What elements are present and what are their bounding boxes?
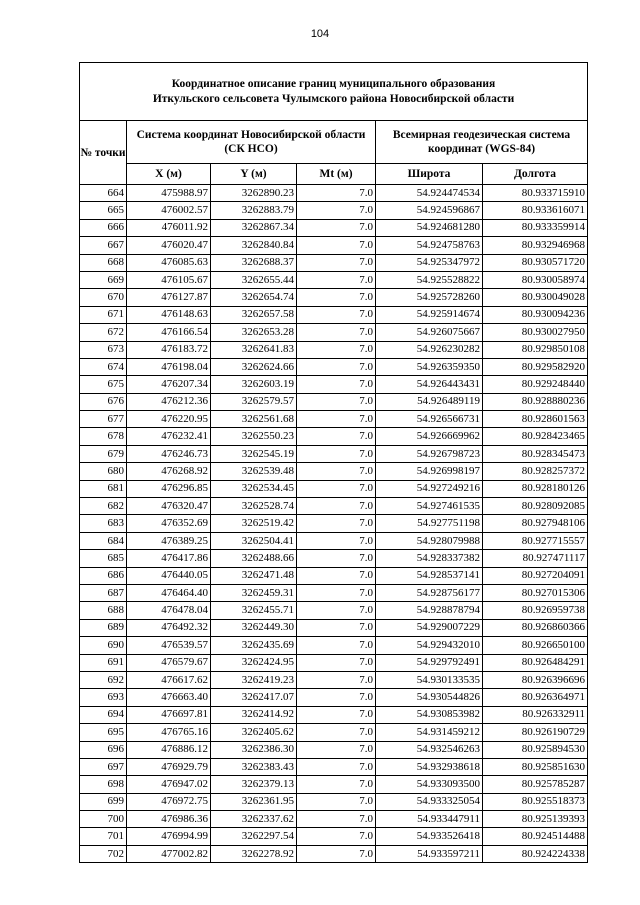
cell-latitude: 54.929007229	[376, 619, 483, 636]
table-row	[80, 237, 588, 254]
page-number: 104	[310, 28, 330, 40]
cell-longitude: 80.929248440	[483, 376, 588, 393]
cell-y: 3262471.48	[211, 567, 297, 584]
table-row	[80, 341, 588, 358]
cell-y: 3262361.95	[211, 793, 297, 810]
header-point-no: № точки	[80, 121, 127, 185]
cell-x: 477002.82	[127, 845, 211, 862]
cell-latitude: 54.929792491	[376, 654, 483, 671]
cell-point-no: 679	[80, 445, 127, 462]
cell-mt: 7.0	[297, 463, 376, 480]
cell-latitude: 54.927461535	[376, 498, 483, 515]
cell-latitude: 54.927751198	[376, 515, 483, 532]
cell-mt: 7.0	[297, 411, 376, 428]
cell-point-no: 676	[80, 393, 127, 410]
header-mt: Mt (м)	[297, 164, 376, 185]
cell-longitude: 80.929582920	[483, 358, 588, 375]
cell-x: 476085.63	[127, 254, 211, 271]
cell-mt: 7.0	[297, 202, 376, 219]
cell-longitude: 80.930027950	[483, 324, 588, 341]
cell-latitude: 54.925528822	[376, 271, 483, 288]
cell-point-no: 664	[80, 185, 127, 202]
header-y: Y (м)	[211, 164, 297, 185]
cell-point-no: 680	[80, 463, 127, 480]
cell-mt: 7.0	[297, 793, 376, 810]
table-row	[80, 463, 588, 480]
table-row	[80, 393, 588, 410]
cell-point-no: 671	[80, 306, 127, 323]
cell-x: 476207.34	[127, 376, 211, 393]
cell-y: 3262579.57	[211, 393, 297, 410]
cell-point-no: 692	[80, 671, 127, 688]
cell-mt: 7.0	[297, 811, 376, 828]
cell-y: 3262539.48	[211, 463, 297, 480]
cell-latitude: 54.930853982	[376, 706, 483, 723]
cell-x: 476127.87	[127, 289, 211, 306]
cell-x: 476166.54	[127, 324, 211, 341]
table-row	[80, 185, 588, 202]
cell-point-no: 702	[80, 845, 127, 862]
header-longitude: Долгота	[483, 164, 588, 185]
cell-x: 476539.57	[127, 637, 211, 654]
cell-mt: 7.0	[297, 637, 376, 654]
cell-mt: 7.0	[297, 306, 376, 323]
cell-latitude: 54.927249216	[376, 480, 483, 497]
cell-point-no: 668	[80, 254, 127, 271]
cell-longitude: 80.926484291	[483, 654, 588, 671]
cell-mt: 7.0	[297, 428, 376, 445]
cell-x: 476986.36	[127, 811, 211, 828]
table-row	[80, 515, 588, 532]
cell-x: 476478.04	[127, 602, 211, 619]
cell-latitude: 54.928756177	[376, 584, 483, 601]
cell-longitude: 80.926860366	[483, 619, 588, 636]
cell-point-no: 672	[80, 324, 127, 341]
cell-point-no: 670	[80, 289, 127, 306]
cell-x: 476198.04	[127, 358, 211, 375]
cell-mt: 7.0	[297, 393, 376, 410]
table-row	[80, 811, 588, 828]
cell-y: 3262657.58	[211, 306, 297, 323]
cell-point-no: 681	[80, 480, 127, 497]
cell-x: 476972.75	[127, 793, 211, 810]
cell-point-no: 665	[80, 202, 127, 219]
cell-y: 3262449.30	[211, 619, 297, 636]
cell-x: 476389.25	[127, 532, 211, 549]
cell-x: 476417.86	[127, 550, 211, 567]
cell-mt: 7.0	[297, 237, 376, 254]
cell-latitude: 54.924681280	[376, 219, 483, 236]
coordinates-table	[79, 62, 588, 863]
table-row	[80, 358, 588, 375]
table-row	[80, 376, 588, 393]
cell-point-no: 669	[80, 271, 127, 288]
cell-x: 476765.16	[127, 724, 211, 741]
table-row	[80, 219, 588, 236]
table-row	[80, 619, 588, 636]
cell-y: 3262504.41	[211, 532, 297, 549]
cell-latitude: 54.930544826	[376, 689, 483, 706]
cell-point-no: 666	[80, 219, 127, 236]
table-row	[80, 532, 588, 549]
cell-point-no: 675	[80, 376, 127, 393]
cell-x: 476148.63	[127, 306, 211, 323]
cell-longitude: 80.928880236	[483, 393, 588, 410]
cell-mt: 7.0	[297, 358, 376, 375]
cell-latitude: 54.928079988	[376, 532, 483, 549]
cell-y: 3262867.34	[211, 219, 297, 236]
table-row	[80, 584, 588, 601]
cell-point-no: 695	[80, 724, 127, 741]
cell-mt: 7.0	[297, 584, 376, 601]
cell-longitude: 80.924224338	[483, 845, 588, 862]
cell-y: 3262488.66	[211, 550, 297, 567]
cell-latitude: 54.928337382	[376, 550, 483, 567]
cell-longitude: 80.926959738	[483, 602, 588, 619]
cell-y: 3262550.23	[211, 428, 297, 445]
cell-mt: 7.0	[297, 602, 376, 619]
cell-y: 3262545.19	[211, 445, 297, 462]
title-line-1: Координатное описание границ муниципального образования	[171, 77, 496, 90]
cell-point-no: 697	[80, 758, 127, 775]
cell-mt: 7.0	[297, 758, 376, 775]
cell-x: 476464.40	[127, 584, 211, 601]
cell-mt: 7.0	[297, 271, 376, 288]
cell-point-no: 690	[80, 637, 127, 654]
cell-longitude: 80.929850108	[483, 341, 588, 358]
cell-point-no: 683	[80, 515, 127, 532]
cell-y: 3262455.71	[211, 602, 297, 619]
cell-latitude: 54.925914674	[376, 306, 483, 323]
cell-point-no: 667	[80, 237, 127, 254]
cell-mt: 7.0	[297, 689, 376, 706]
table-title	[80, 63, 588, 121]
cell-mt: 7.0	[297, 532, 376, 549]
cell-longitude: 80.925785287	[483, 776, 588, 793]
cell-y: 3262655.44	[211, 271, 297, 288]
table-row	[80, 637, 588, 654]
cell-point-no: 682	[80, 498, 127, 515]
cell-longitude: 80.928180126	[483, 480, 588, 497]
cell-point-no: 689	[80, 619, 127, 636]
cell-latitude: 54.933093500	[376, 776, 483, 793]
cell-x: 476994.99	[127, 828, 211, 845]
cell-latitude: 54.933325054	[376, 793, 483, 810]
cell-mt: 7.0	[297, 445, 376, 462]
cell-mt: 7.0	[297, 706, 376, 723]
table-body	[80, 185, 588, 863]
cell-x: 476352.69	[127, 515, 211, 532]
cell-point-no: 696	[80, 741, 127, 758]
table-row	[80, 324, 588, 341]
table-row	[80, 202, 588, 219]
cell-longitude: 80.925894530	[483, 741, 588, 758]
cell-y: 3262379.13	[211, 776, 297, 793]
cell-longitude: 80.927204091	[483, 567, 588, 584]
header-latitude: Широта	[376, 164, 483, 185]
cell-y: 3262890.23	[211, 185, 297, 202]
cell-longitude: 80.924514488	[483, 828, 588, 845]
cell-latitude: 54.926075667	[376, 324, 483, 341]
table-row	[80, 741, 588, 758]
cell-mt: 7.0	[297, 185, 376, 202]
cell-latitude: 54.928878794	[376, 602, 483, 619]
cell-point-no: 673	[80, 341, 127, 358]
cell-y: 3262414.92	[211, 706, 297, 723]
table-row	[80, 498, 588, 515]
cell-longitude: 80.928423465	[483, 428, 588, 445]
cell-latitude: 54.926566731	[376, 411, 483, 428]
cell-x: 476886.12	[127, 741, 211, 758]
cell-x: 476440.05	[127, 567, 211, 584]
header-x: X (м)	[127, 164, 211, 185]
cell-y: 3262519.42	[211, 515, 297, 532]
cell-mt: 7.0	[297, 498, 376, 515]
table-row	[80, 724, 588, 741]
cell-y: 3262405.62	[211, 724, 297, 741]
cell-x: 476697.81	[127, 706, 211, 723]
table-row	[80, 793, 588, 810]
cell-y: 3262603.19	[211, 376, 297, 393]
table-row	[80, 480, 588, 497]
cell-mt: 7.0	[297, 654, 376, 671]
cell-x: 475988.97	[127, 185, 211, 202]
cell-mt: 7.0	[297, 376, 376, 393]
table-row	[80, 758, 588, 775]
cell-y: 3262688.37	[211, 254, 297, 271]
cell-y: 3262424.95	[211, 654, 297, 671]
cell-point-no: 694	[80, 706, 127, 723]
cell-latitude: 54.933597211	[376, 845, 483, 862]
cell-point-no: 685	[80, 550, 127, 567]
cell-y: 3262528.74	[211, 498, 297, 515]
cell-mt: 7.0	[297, 324, 376, 341]
cell-mt: 7.0	[297, 219, 376, 236]
cell-mt: 7.0	[297, 724, 376, 741]
cell-latitude: 54.924474534	[376, 185, 483, 202]
cell-latitude: 54.933447911	[376, 811, 483, 828]
cell-mt: 7.0	[297, 828, 376, 845]
cell-longitude: 80.930049028	[483, 289, 588, 306]
cell-x: 476232.41	[127, 428, 211, 445]
cell-longitude: 80.925139393	[483, 811, 588, 828]
cell-point-no: 693	[80, 689, 127, 706]
cell-mt: 7.0	[297, 567, 376, 584]
table-row	[80, 289, 588, 306]
cell-latitude: 54.926230282	[376, 341, 483, 358]
cell-point-no: 687	[80, 584, 127, 601]
cell-point-no: 698	[80, 776, 127, 793]
cell-y: 3262624.66	[211, 358, 297, 375]
cell-mt: 7.0	[297, 619, 376, 636]
cell-longitude: 80.930571720	[483, 254, 588, 271]
cell-point-no: 674	[80, 358, 127, 375]
cell-y: 3262337.62	[211, 811, 297, 828]
cell-longitude: 80.926364971	[483, 689, 588, 706]
cell-x: 476617.62	[127, 671, 211, 688]
cell-y: 3262417.07	[211, 689, 297, 706]
cell-point-no: 678	[80, 428, 127, 445]
title-line-2: Иткульского сельсовета Чулымского района Новосибирской области	[152, 92, 515, 105]
table-row	[80, 428, 588, 445]
cell-x: 476220.95	[127, 411, 211, 428]
cell-longitude: 80.927715557	[483, 532, 588, 549]
cell-latitude: 54.926359350	[376, 358, 483, 375]
cell-y: 3262641.83	[211, 341, 297, 358]
cell-latitude: 54.926443431	[376, 376, 483, 393]
cell-mt: 7.0	[297, 289, 376, 306]
cell-y: 3262297.54	[211, 828, 297, 845]
cell-y: 3262654.74	[211, 289, 297, 306]
cell-longitude: 80.926190729	[483, 724, 588, 741]
cell-longitude: 80.932946968	[483, 237, 588, 254]
cell-latitude: 54.929432010	[376, 637, 483, 654]
cell-y: 3262386.30	[211, 741, 297, 758]
cell-latitude: 54.933526418	[376, 828, 483, 845]
cell-latitude: 54.924758763	[376, 237, 483, 254]
cell-y: 3262435.69	[211, 637, 297, 654]
cell-latitude: 54.925347972	[376, 254, 483, 271]
cell-longitude: 80.933715910	[483, 185, 588, 202]
cell-x: 476268.92	[127, 463, 211, 480]
cell-longitude: 80.930094236	[483, 306, 588, 323]
cell-longitude: 80.926396696	[483, 671, 588, 688]
cell-mt: 7.0	[297, 671, 376, 688]
cell-y: 3262459.31	[211, 584, 297, 601]
cell-x: 476020.47	[127, 237, 211, 254]
cell-mt: 7.0	[297, 480, 376, 497]
cell-mt: 7.0	[297, 515, 376, 532]
cell-point-no: 700	[80, 811, 127, 828]
cell-latitude: 54.924596867	[376, 202, 483, 219]
cell-longitude: 80.926332911	[483, 706, 588, 723]
cell-x: 476296.85	[127, 480, 211, 497]
cell-longitude: 80.925851630	[483, 758, 588, 775]
cell-x: 476212.36	[127, 393, 211, 410]
cell-y: 3262278.92	[211, 845, 297, 862]
cell-x: 476246.73	[127, 445, 211, 462]
cell-longitude: 80.927471117	[483, 550, 588, 567]
table-row	[80, 776, 588, 793]
cell-x: 476011.92	[127, 219, 211, 236]
cell-point-no: 701	[80, 828, 127, 845]
cell-mt: 7.0	[297, 550, 376, 567]
cell-x: 476947.02	[127, 776, 211, 793]
cell-point-no: 677	[80, 411, 127, 428]
cell-mt: 7.0	[297, 845, 376, 862]
header-system-local: Система координат Новосибирской области (СК НСО)	[127, 121, 376, 164]
cell-latitude: 54.926998197	[376, 463, 483, 480]
cell-y: 3262883.79	[211, 202, 297, 219]
cell-latitude: 54.932546263	[376, 741, 483, 758]
cell-longitude: 80.928345473	[483, 445, 588, 462]
cell-latitude: 54.926489119	[376, 393, 483, 410]
cell-y: 3262383.43	[211, 758, 297, 775]
table-row	[80, 689, 588, 706]
cell-latitude: 54.926669962	[376, 428, 483, 445]
cell-longitude: 80.928257372	[483, 463, 588, 480]
cell-y: 3262561.68	[211, 411, 297, 428]
table-row	[80, 567, 588, 584]
cell-x: 476183.72	[127, 341, 211, 358]
cell-mt: 7.0	[297, 341, 376, 358]
table-row	[80, 671, 588, 688]
table-row	[80, 654, 588, 671]
table-row	[80, 445, 588, 462]
cell-mt: 7.0	[297, 741, 376, 758]
cell-longitude: 80.928601563	[483, 411, 588, 428]
cell-point-no: 691	[80, 654, 127, 671]
cell-x: 476579.67	[127, 654, 211, 671]
cell-longitude: 80.933359914	[483, 219, 588, 236]
cell-x: 476105.67	[127, 271, 211, 288]
cell-x: 476929.79	[127, 758, 211, 775]
table-row	[80, 845, 588, 862]
cell-longitude: 80.928092085	[483, 498, 588, 515]
cell-point-no: 688	[80, 602, 127, 619]
cell-y: 3262534.45	[211, 480, 297, 497]
cell-x: 476002.57	[127, 202, 211, 219]
cell-longitude: 80.930058974	[483, 271, 588, 288]
cell-longitude: 80.927015306	[483, 584, 588, 601]
cell-longitude: 80.926650100	[483, 637, 588, 654]
cell-latitude: 54.930133535	[376, 671, 483, 688]
table-row	[80, 411, 588, 428]
cell-latitude: 54.931459212	[376, 724, 483, 741]
cell-longitude: 80.927948106	[483, 515, 588, 532]
table-row	[80, 550, 588, 567]
cell-latitude: 54.926798723	[376, 445, 483, 462]
cell-point-no: 684	[80, 532, 127, 549]
cell-longitude: 80.925518373	[483, 793, 588, 810]
table-row	[80, 602, 588, 619]
cell-y: 3262653.28	[211, 324, 297, 341]
table-row	[80, 828, 588, 845]
cell-point-no: 686	[80, 567, 127, 584]
table-row	[80, 254, 588, 271]
cell-x: 476320.47	[127, 498, 211, 515]
table-row	[80, 306, 588, 323]
cell-latitude: 54.932938618	[376, 758, 483, 775]
cell-x: 476663.40	[127, 689, 211, 706]
cell-x: 476492.32	[127, 619, 211, 636]
cell-latitude: 54.928537141	[376, 567, 483, 584]
cell-latitude: 54.925728260	[376, 289, 483, 306]
header-system-wgs: Всемирная геодезическая система координат (WGS-84)	[376, 121, 588, 164]
cell-point-no: 699	[80, 793, 127, 810]
cell-mt: 7.0	[297, 254, 376, 271]
cell-mt: 7.0	[297, 776, 376, 793]
cell-y: 3262840.84	[211, 237, 297, 254]
cell-longitude: 80.933616071	[483, 202, 588, 219]
cell-y: 3262419.23	[211, 671, 297, 688]
table-row	[80, 706, 588, 723]
table-row	[80, 271, 588, 288]
